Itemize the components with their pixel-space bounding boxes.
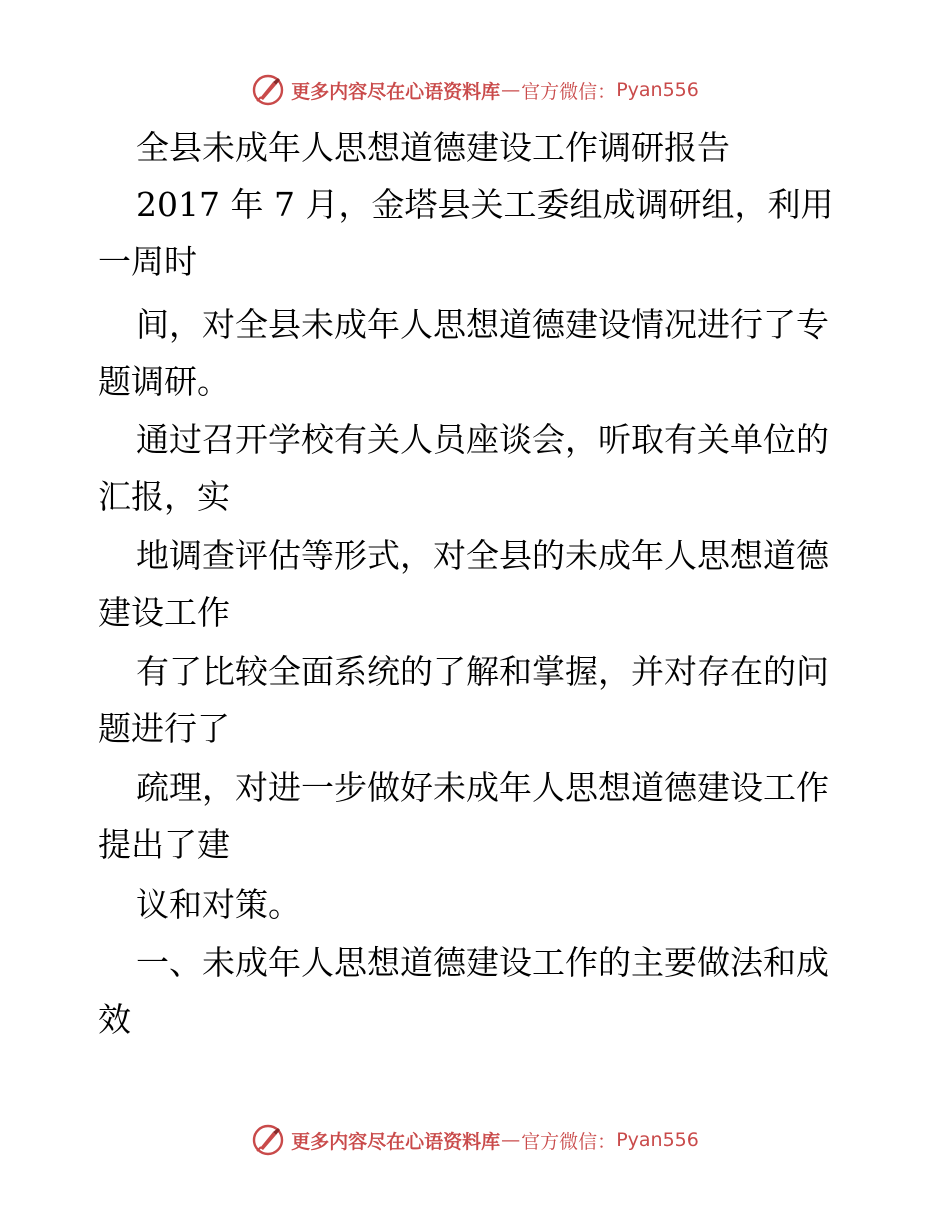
- document-title: 全县未成年人思想道德建设工作调研报告: [136, 128, 730, 167]
- watermark-label: 官方微信：: [521, 1130, 617, 1153]
- text-line: 通过召开学校有关人员座谈会，听取有关单位的: [136, 420, 829, 459]
- text-line: 议和对策。: [136, 885, 301, 924]
- quill-pen-logo-icon: [251, 73, 285, 107]
- text-line: 地调查评估等形式，对全县的未成年人思想道德: [136, 536, 829, 575]
- section-heading: 一、未成年人思想道德建设工作的主要做法和成: [136, 943, 829, 982]
- watermark-handle: Pyan556: [616, 79, 699, 101]
- watermark-handle: Pyan556: [616, 1129, 699, 1151]
- watermark-brand: 更多内容尽在心语资料库: [291, 80, 501, 103]
- text-line: 2017 年 7 月，金塔县关工委组成调研组，利用: [136, 185, 834, 224]
- text-line: 提出了建: [98, 825, 230, 864]
- watermark-dash: —: [501, 79, 521, 101]
- text-line: 一周时: [98, 242, 197, 281]
- text-line: 疏理，对进一步做好未成年人思想道德建设工作: [136, 768, 829, 807]
- text-line: 汇报，实: [98, 477, 230, 516]
- quill-pen-logo-icon: [251, 1123, 285, 1157]
- text-line: 建设工作: [98, 593, 230, 632]
- header-watermark: [0, 70, 950, 110]
- watermark-brand: 更多内容尽在心语资料库: [291, 1130, 501, 1153]
- text-line: 题进行了: [98, 709, 230, 748]
- text-line: 效: [98, 1000, 131, 1039]
- text-line: 有了比较全面系统的了解和掌握，并对存在的问: [136, 652, 829, 691]
- watermark-label: 官方微信：: [521, 80, 617, 103]
- text-line: 题调研。: [98, 362, 230, 401]
- footer-watermark: [0, 1120, 950, 1160]
- text-line: 间，对全县未成年人思想道德建设情况进行了专: [136, 305, 829, 344]
- watermark-dash: —: [501, 1129, 521, 1151]
